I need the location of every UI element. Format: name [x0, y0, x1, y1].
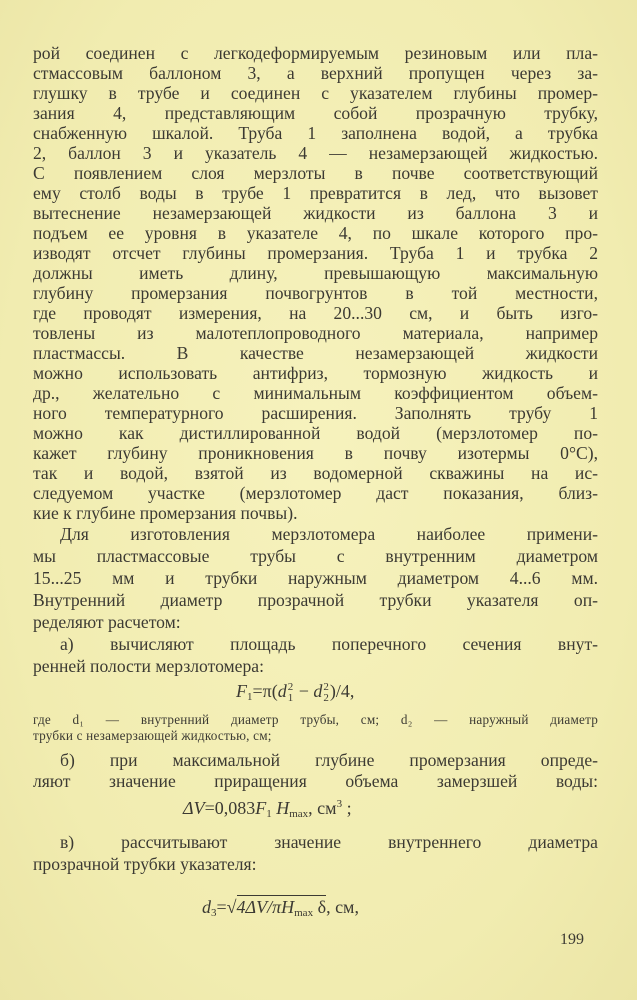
formula-script — [288, 682, 294, 704]
formula-sub: 1 — [247, 691, 253, 703]
formula-symbol: F — [255, 798, 267, 818]
formula-symbol: d — [277, 681, 287, 701]
formula-text: δ — [313, 897, 327, 917]
text-line: прозрачной трубки указателя: — [33, 854, 257, 874]
text-line: ного температурного расширения. Заполнять трубу 1 — [33, 403, 598, 423]
formula-text: , см, — [326, 897, 359, 917]
text-line: кие к глубине промерзания почвы). — [33, 503, 298, 523]
text-line: можно как дистиллированной водой (мерзлотомер по- — [33, 423, 598, 443]
formula-text: )/4, — [329, 681, 355, 701]
formula-symbol: ΔV — [183, 798, 205, 818]
text-line: Для изготовления мерзлотомера наиболее примени- — [60, 524, 598, 544]
text-line: стмассовым баллоном 3, а верхний пропущен через за- — [33, 63, 598, 83]
footnote-line: где d₁ — внутренний диаметр трубы, см; d₂ — наружный диаметр — [33, 712, 598, 727]
formula-sup: 2 — [323, 680, 329, 693]
formula-script — [323, 682, 329, 704]
text-line: изводят отсчет глубины промерзания. Труба 1 и трубка 2 — [33, 243, 598, 263]
formula-text: = — [216, 897, 227, 917]
formula-text: , см — [308, 798, 337, 818]
text-line: др., желательно с минимальным коэффициентом объем- — [33, 383, 598, 403]
footnote-line: трубки с незамерзающей жидкостью, см; — [33, 728, 272, 743]
text-line: товлены из малотеплопроводного материала, например — [33, 323, 598, 343]
text-line: мы пластмассовые трубы с внутренним диаметром — [33, 546, 598, 566]
text-line: ренней полости мерзлотомера: — [33, 656, 264, 676]
formula-sub: 1 — [266, 808, 272, 820]
text-line: ему столб воды в трубе 1 превратится в лед, что вызовет — [33, 183, 598, 203]
text-line: глубину промерзания почвогрунтов в той местности, — [33, 283, 598, 303]
formula-symbol: d — [313, 681, 323, 701]
formula-sub: 2 — [323, 691, 329, 704]
text-line: в) рассчитывают значение внутреннего диаметра — [60, 832, 598, 852]
text-line: ляют значение приращения объема замерзшей воды: — [33, 771, 598, 791]
text-line: вытеснение незамерзающей жидкости из баллона 3 и — [33, 203, 598, 223]
text-line: ределяют расчетом: — [33, 612, 181, 632]
text-line: можно использовать антифриз, тормозную жидкость и — [33, 363, 598, 383]
formula-text: ; — [342, 798, 352, 818]
formula-text: =π( — [252, 681, 278, 701]
formula-sup: 2 — [287, 680, 294, 693]
text-line: Внутренний диаметр прозрачной трубки указателя оп- — [33, 590, 598, 610]
formula-sub: 3 — [211, 907, 217, 919]
formula-symbol: F — [236, 681, 247, 701]
text-line: подъем ее уровня в указателе 4, по шкале которого про- — [33, 223, 598, 243]
text-line: 15...25 мм и трубки наружным диаметром 4...6 мм. — [33, 568, 598, 588]
formula-sub: max — [289, 808, 309, 820]
text-line: снабженную шкалой. Труба 1 заполнена водой, а трубка — [33, 123, 598, 143]
text-line: так и водой, взятой из водомерной скважины на ис- — [33, 463, 598, 483]
formula-area — [236, 680, 354, 704]
formula-text: − — [294, 681, 314, 701]
formula-sub: 1 — [287, 691, 294, 704]
formula-symbol: 4ΔV/πH — [236, 897, 295, 917]
formula-diameter — [202, 896, 359, 918]
text-line: пластмассы. В качестве незамерзающей жидкости — [33, 343, 598, 363]
text-line: б) при максимальной глубине промерзания опреде- — [60, 750, 598, 770]
formula-text: =0,083 — [204, 798, 256, 818]
text-line: С появлением слоя мерзлоты в почве соответствующий — [33, 163, 598, 183]
page-number: 199 — [560, 931, 584, 948]
formula-symbol: d — [202, 897, 211, 917]
formula-sup: 3 — [336, 798, 343, 810]
text-line: 2, баллон 3 и указатель 4 — незамерзающей жидкостью. — [33, 143, 598, 163]
text-line: глушку в трубе и соединен с указателем глубины промер- — [33, 83, 598, 103]
text-line: где проводят измерения, на 20...30 см, и быть изго- — [33, 303, 598, 323]
text-line: должны иметь длину, превышающую максимальную — [33, 263, 598, 283]
formula-volume-increment — [183, 797, 352, 819]
formula-symbol: H — [276, 798, 290, 818]
radicand — [237, 895, 327, 917]
text-line: следуемом участке (мерзлотомер даст показания, близ- — [33, 483, 598, 503]
radical-sign: √ — [226, 897, 237, 917]
text-line: кажет глубину проникновения в почву изотермы 0°С), — [33, 443, 598, 463]
text-line: рой соединен с легкодеформируемым резиновым или пла- — [33, 43, 598, 63]
text-line: зания 4, представляющим собой прозрачную трубку, — [33, 103, 598, 123]
formula-sub: max — [294, 907, 314, 919]
text-line: а) вычисляют площадь поперечного сечения внут- — [60, 634, 598, 654]
